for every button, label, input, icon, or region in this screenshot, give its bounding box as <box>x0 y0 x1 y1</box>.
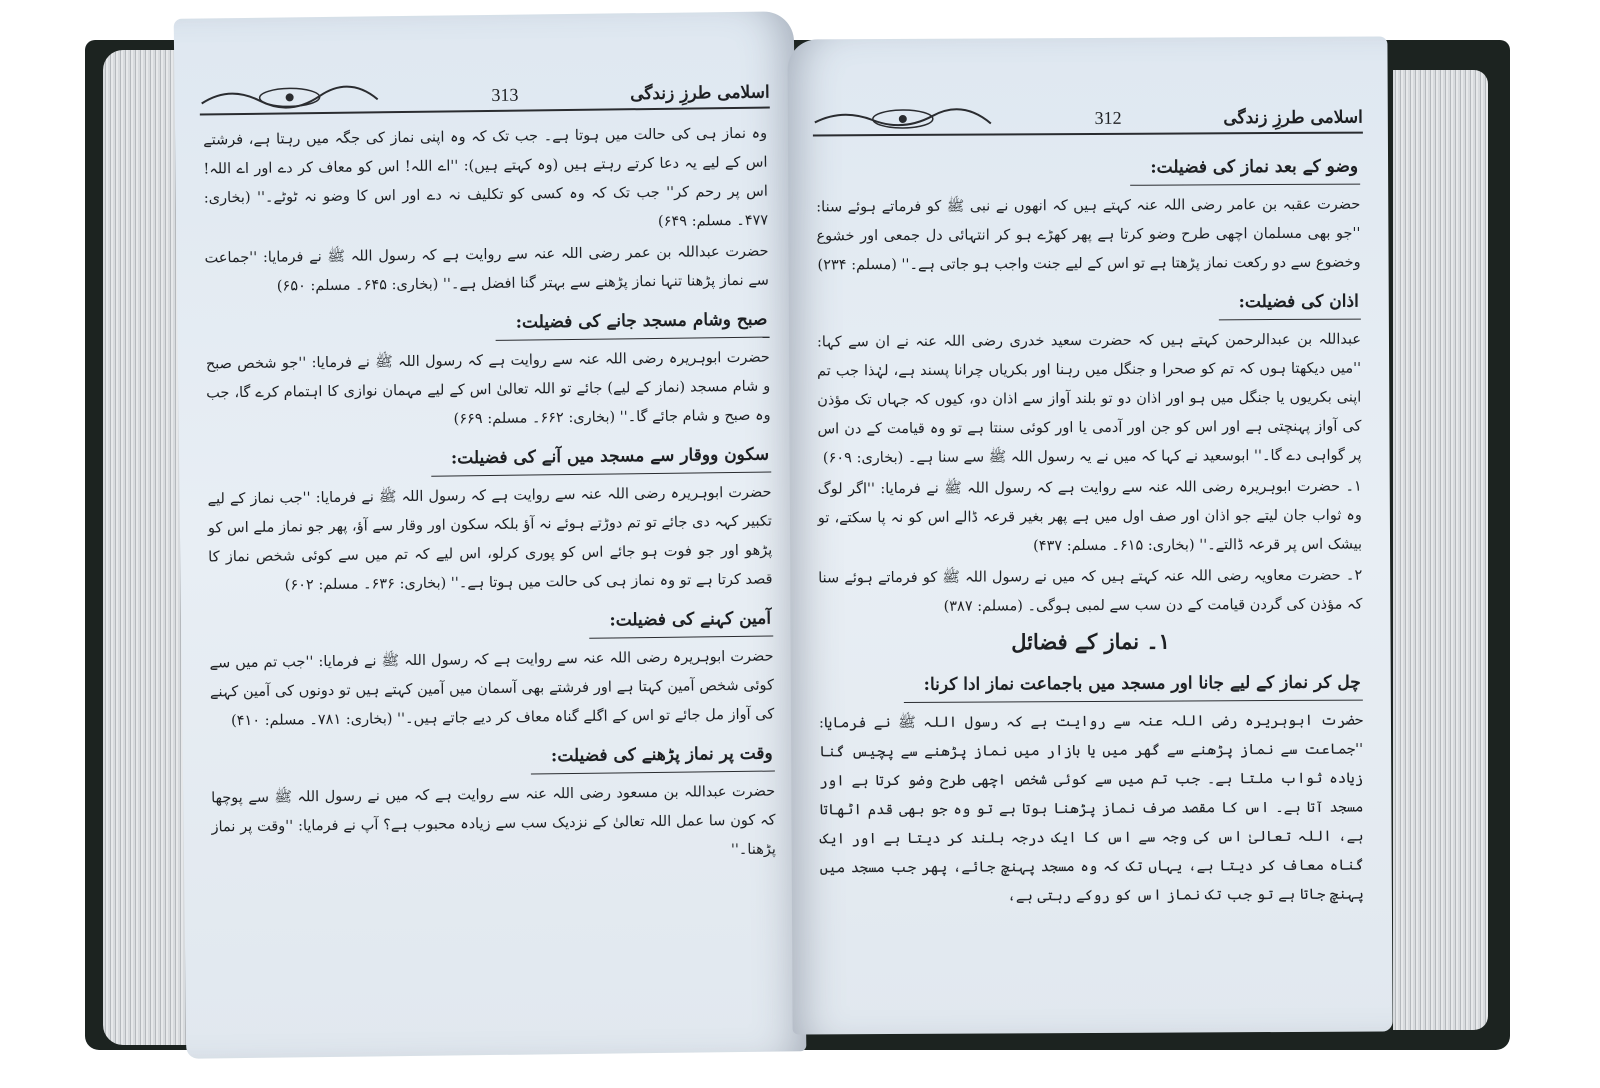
paragraph: ۲۔ حضرت معاویہ رضی اللہ عنہ کہتے ہیں کہ میں نے رسول اللہ ﷺ کو فرماتے ہوئے سنا کہ مؤذن کی گردن قیامت کے دن سب سے لمبی ہوگی۔ (مسلم: ۳۸۷) <box>818 567 1363 615</box>
right-page-content <box>816 145 1364 915</box>
ornament-icon <box>199 81 379 113</box>
open-book <box>85 10 1510 1060</box>
section-heading: وقت پر نماز پڑھنے کی فضیلت: <box>531 740 775 775</box>
paragraph: حضرت ابوہریرہ رضی اللہ عنہ سے روایت ہے کہ رسول اللہ ﷺ نے فرمایا: ''جو شخص صبح و شام مسجد (نماز کے لیے) جائے تو اللہ تعالیٰ اس کے لیے مہمان نوازی کا اہتمام کرے گا، جب وہ صبح و شام جائے گا۔'' (بخاری: ۶۶۲۔ مسلم: ۶۶۹) <box>205 349 771 428</box>
paragraph: حضرت ابوہریرہ رضی اللہ عنہ سے روایت ہے کہ رسول اللہ ﷺ نے فرمایا: ''جب نماز کے لیے تکبیر کہہ دی جائے تو تم دوڑتے ہوئے نہ آؤ بلکہ سکون اور وقار سے آؤ، پھر جو نماز ملے اس کو پڑھو اور جو فوت ہو جائے اس کو پوری کرلو، اس لیے کہ تم میں سے کوئی شخص نماز کا قصد کرتا ہے تو وہ نماز ہی کی حالت میں ہوتا ہے۔'' (بخاری: ۶۳۶۔ مسلم: ۶۰۲) <box>207 484 773 594</box>
section-heading: صبح وشام مسجد جانے کی فضیلت: <box>496 306 770 341</box>
section-heading: اذان کی فضیلت: <box>1219 288 1361 321</box>
paragraph: وہ نماز ہی کی حالت میں ہوتا ہے۔ جب تک کہ وہ اپنی نماز کی جگہ میں رہتا ہے، فرشتے اس کے لیے یہ دعا کرتے رہتے ہیں (وہ کہتے ہیں): ''اے اللہ! اس کو معاف کر دے اور اے اللہ! اس پر رحم کر'' جب تک کہ وہ کسی کو تکلیف نہ دے اور اس کا وضو نہ ٹوٹے۔'' (بخاری: ۴۷۷۔ مسلم: ۶۴۹) <box>203 125 769 230</box>
paragraph: حضرت ابوہریرہ رضی اللہ عنہ سے روایت ہے کہ رسول اللہ ﷺ نے فرمایا: ''جب تم میں سے کوئی شخص آمین کہتا ہے اور فرشتے بھی آسمان میں آمین کہتے ہیں تو دونوں کی آمین کہنے کی آواز مل جائے تو اس کے اگلے گناہ معاف کر دیے جاتے ہیں۔'' (بخاری: ۷۸۱۔ مسلم: ۴۱۰) <box>209 648 775 730</box>
right-header-title: اسلامی طرزِ زندگی <box>1223 107 1363 129</box>
left-page-number: 313 <box>491 84 519 105</box>
section-heading: آمین کہنے کی فضیلت: <box>589 605 773 639</box>
chapter-title: ۱۔ نماز کے فضائل <box>1011 628 1170 655</box>
page-edges-right <box>1393 70 1488 1030</box>
left-header-title: اسلامی طرزِ زندگی <box>630 82 770 105</box>
paragraph: حضرت عبداللہ بن مسعود رضی اللہ عنہ سے روایت ہے کہ میں نے رسول اللہ ﷺ سے پوچھا کہ کون سا عمل اللہ تعالیٰ کے نزدیک سب سے زیادہ محبوب ہے؟ آپ نے فرمایا: ''وقت پر نماز پڑھنا۔'' <box>211 783 776 859</box>
ornament-icon <box>813 104 993 135</box>
right-page <box>787 36 1392 1034</box>
left-page-content <box>203 120 776 874</box>
right-page-header <box>813 92 1363 137</box>
paragraph: حضرت عبداللہ بن عمر رضی اللہ عنہ سے روایت ہے کہ رسول اللہ ﷺ نے فرمایا: ''جماعت سے نماز پڑھنا تنہا نماز پڑھنے سے بہتر گنا افضل ہے۔'' (بخاری: ۶۴۵۔ مسلم: ۶۵۰) <box>204 243 770 295</box>
section-heading: سکون ووقار سے مسجد میں آنے کی فضیلت: <box>431 441 771 477</box>
paragraph: حضرت ابوہریرہ رضی اللہ عنہ سے روایت ہے کہ رسول اللہ ﷺ نے فرمایا: ''جماعت سے نماز پڑھنے سے گھر میں یا بازار میں نماز پڑھنے سے پچیس گنا زیادہ ثواب ملتا ہے۔ جب تم میں سے کوئی شخص اچھی طرح وضو کرتا ہے اور مسجد آتا ہے۔ اس کا مقصد صرف نماز پڑھنا ہوتا ہے تو وہ جو بھی قدم اٹھاتا ہے، اللہ تعالیٰ اس کی وجہ سے اس کا ایک درجہ بلند کر دیتا ہے اور ایک گناہ معاف کر دیتا ہے، یہاں تک کہ وہ مسجد پہنچ جائے، پھر جب مسجد میں پہنچ جاتا ہے تو جب تک نماز اس کو روکے رہتی ہے، <box>818 712 1364 905</box>
left-page <box>174 11 807 1058</box>
paragraph: عبداللہ بن عبدالرحمن کہتے ہیں کہ حضرت سعید خدری رضی اللہ عنہ نے ان سے کہا: ''میں دیکھتا ہوں کہ تم کو صحرا و جنگل میں رہنا اور بکریاں چرانا پسند ہے، لہٰذا جب تم اپنی بکریوں یا جنگل میں ہو اور اذان دو تو بلند آواز سے اذان دو، کیوں کہ جہاں تک مؤذن کی آواز پہنچتی ہے اور اس کو جن اور آدمی یا اور کوئی سنتا ہے تو وہ قیامت کے دن اس پر گواہی دے گا۔'' ابوسعید نے کہا کہ میں نے یہ رسول اللہ ﷺ سے سنا ہے۔ (بخاری: ۶۰۹) <box>816 331 1362 467</box>
section-heading: وضو کے بعد نماز کی فضیلت: <box>1130 153 1360 186</box>
section-heading: چل کر نماز کے لیے جانا اور مسجد میں باجماعت نماز ادا کرنا: <box>904 669 1363 703</box>
right-page-number: 312 <box>1094 107 1122 128</box>
left-page-header <box>199 67 769 116</box>
paragraph: حضرت عقبہ بن عامر رضی اللہ عنہ کہتے ہیں کہ انھوں نے نبی ﷺ کو فرماتے ہوئے سنا: ''جو بھی مسلمان اچھی طرح وضو کرتا ہے پھر کھڑے ہو کر انتہائی دل جمعی اور خشوع وخضوع سے دو رکعت نماز پڑھتا ہے تو اس کے لیے جنت واجب ہو جاتی ہے۔'' (مسلم: ۲۳۴) <box>816 196 1361 274</box>
paragraph: ۱۔ حضرت ابوہریرہ رضی اللہ عنہ سے روایت ہے کہ رسول اللہ ﷺ نے فرمایا: ''اگر لوگ وہ ثواب جان لیتے جو اذان اور صف اول میں ہے پھر بغیر قرعہ ڈالے اس کو نہ پا سکتے، تو بیشک اس پر قرعہ ڈالتے۔'' (بخاری: ۶۱۵۔ مسلم: ۴۳۷) <box>817 478 1363 555</box>
